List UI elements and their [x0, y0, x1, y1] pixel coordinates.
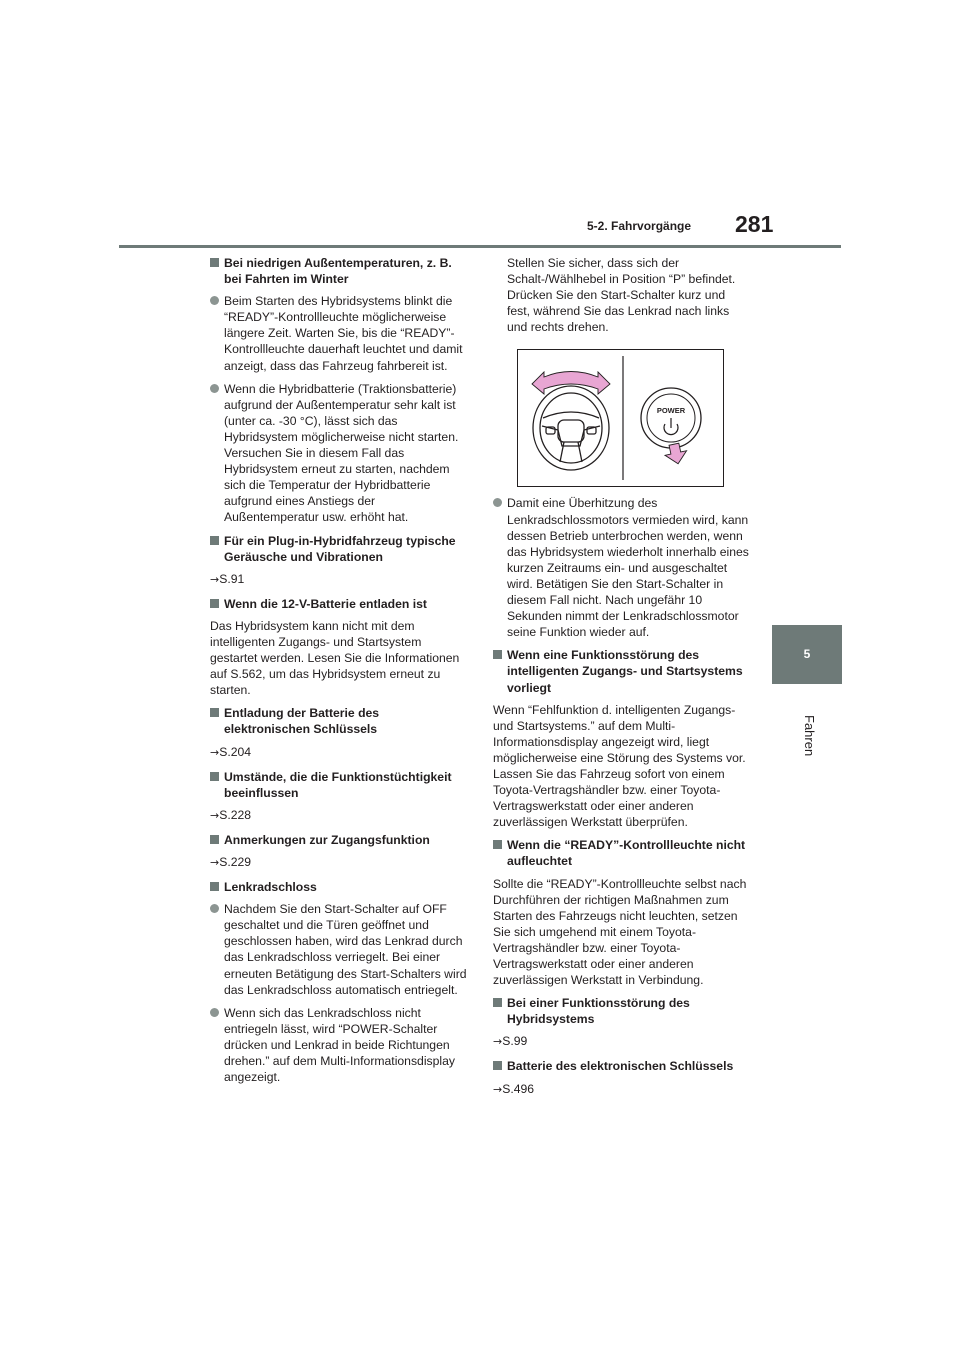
- paragraph-continuation: Stellen Sie sicher, dass sich der Schalt-/Wählhebel in Position “P” befindet. Drücken Sie den Start-Schalter kurz und fest, während Sie das Lenkrad nach links und rechts drehen.: [507, 256, 736, 335]
- ref-arrow: →: [493, 1035, 503, 1049]
- heading-plugin-noises: Für ein Plug-in-Hybridfahrzeug typische Geräusche und Vibrationen: [210, 533, 468, 565]
- page-reference[interactable]: [493, 1033, 751, 1050]
- paragraph-ready-not-lit: Sollte die “READY”-Kontrollleuchte selbst nach Durchführen der richtigen Maßnahmen zum Starten des Fahrzeugs nicht leuchten, setzen Sie sich umgehend mit einem Toyota-Vertragshändler bzw. einer Toyota-Vertragswerkstatt oder einer anderen zuverlässigen Werkstatt in Verbindung.: [493, 876, 747, 988]
- page-reference[interactable]: [210, 744, 468, 761]
- heading-smart-system-malfunction: Wenn eine Funktionsstörung des intelligenten Zugangs- und Startsystems vorliegt: [493, 647, 751, 695]
- bullet-steering-lock-release: Wenn sich das Lenkradschloss nicht entriegeln lässt, wird “POWER-Schalter drücken und Lenkrad in beide Richtungen drehen.” auf dem Multi-Informationsdisplay angezeigt.: [210, 1005, 468, 1085]
- heading-access-notes: Anmerkungen zur Zugangsfunktion: [210, 832, 468, 848]
- page-reference[interactable]: [210, 571, 468, 588]
- ref-page: S.91: [219, 571, 245, 586]
- steering-power-illustration: [517, 349, 724, 487]
- steering-wheel-icon: [533, 386, 609, 470]
- bullet-steering-lock-engage: Nachdem Sie den Start-Schalter auf OFF geschaltet und die Türen geöffnet und geschlossen haben, wird das Lenkrad durch das Lenkradschloss verriegelt. Bei einer erneuten Betätigung des Start-Schalters wird das Lenkradschloss automatisch entriegelt.: [210, 901, 468, 998]
- header-rule: [119, 245, 841, 248]
- power-button-icon: [641, 388, 701, 448]
- heading-hybrid-malfunction: Bei einer Funktionsstörung des Hybridsystems: [493, 995, 751, 1027]
- heading-key-battery-discharge: Entladung der Batterie des elektronischen Schlüssels: [210, 705, 468, 737]
- ref-arrow: →: [493, 1082, 503, 1096]
- ref-arrow: →: [210, 745, 220, 759]
- section-header: 5-2. Fahrvorgänge: [587, 219, 692, 233]
- illustration-svg: [518, 350, 723, 486]
- ref-page: S.204: [219, 744, 252, 759]
- left-column: [210, 255, 468, 1092]
- page-reference[interactable]: [493, 1081, 751, 1098]
- rotate-arrow-icon: [532, 372, 610, 395]
- ref-page: S.229: [219, 855, 252, 869]
- ref-page: S.99: [502, 1034, 528, 1049]
- bullet-ready-blinks: Beim Starten des Hybridsystems blinkt die “READY”-Kontrollleuchte möglicherweise längere Zeit. Warten Sie, bis die “READY”-Kontrollleuchte dauerhaft leuchtet und damit anzeigt, dass das Fahrzeug fahrbereit ist.: [210, 293, 468, 373]
- ref-page: S.496: [502, 1081, 535, 1096]
- press-arrow-icon: [663, 442, 689, 466]
- chapter-label: Fahren: [802, 715, 817, 757]
- heading-winter: Bei niedrigen Außentemperaturen, z. B. bei Fahrten im Winter: [210, 255, 468, 287]
- ref-arrow: →: [210, 808, 220, 822]
- power-button-label: POWER: [656, 406, 686, 416]
- bullet-lock-motor-overheat: Damit eine Überhitzung des Lenkradschlossmotors vermieden wird, kann dessen Betrieb unterbrochen werden, wenn das Hybridsystem wiederholt innerhalb eines kurzen Zeitraums ein- und ausgeschaltet wird. Betätigen Sie den Start-Schalter in diesem Fall nicht. Nach ungefähr 10 Sekunden nimmt der Lenkradschlossmotor seine Funktion wieder auf.: [493, 495, 751, 640]
- ref-page: S.228: [219, 807, 252, 822]
- page-reference[interactable]: [210, 807, 468, 824]
- heading-steering-lock: Lenkradschloss: [210, 879, 468, 895]
- page-reference[interactable]: [210, 854, 468, 871]
- paragraph-smart-system-malfunction: Wenn “Fehlfunktion d. intelligenten Zugangs- und Startsystems.” auf dem Multi-Informationsdisplay angezeigt wird, liegt möglicherweise eine Störung des Systems vor. Lassen Sie das Fahrzeug sofort von einem Toyota-Vertragshändler bzw. einer Toyota-Vertragswerkstatt oder einer anderen zuverlässigen Werkstatt überprüfen.: [493, 702, 746, 830]
- heading-key-battery: Batterie des elektronischen Schlüssels: [493, 1058, 751, 1074]
- heading-ready-not-lit: Wenn die “READY”-Kontrollleuchte nicht aufleuchtet: [493, 837, 751, 869]
- chapter-tab: 5: [772, 625, 842, 684]
- ref-arrow: →: [210, 572, 220, 586]
- right-column: [493, 255, 751, 1106]
- heading-12v-battery: Wenn die 12-V-Batterie entladen ist: [210, 596, 468, 612]
- ref-arrow: →: [210, 856, 220, 869]
- bullet-cold-battery: Wenn die Hybridbatterie (Traktionsbatterie) aufgrund der Außentemperatur sehr kalt ist (unter ca. -30 °C), lässt sich das Hybridsystem möglicherweise nicht starten. Versuchen Sie in diesem Fall das Hybridsystem erneut zu starten, nachdem sich die Temperatur der Hybridbatterie aufgrund eines Anstiegs der Außentemperatur usw. erhöht hat.: [210, 381, 468, 526]
- heading-functionality-factors: Umstände, die die Funktionstüchtigkeit beeinflussen: [210, 769, 468, 801]
- page-number: 281: [735, 211, 774, 237]
- paragraph-12v-battery: Das Hybridsystem kann nicht mit dem intelligenten Zugangs- und Startsystem gestartet werden. Lesen Sie die Informationen auf S.562, um das Hybridsystem erneut zu starten.: [210, 618, 460, 698]
